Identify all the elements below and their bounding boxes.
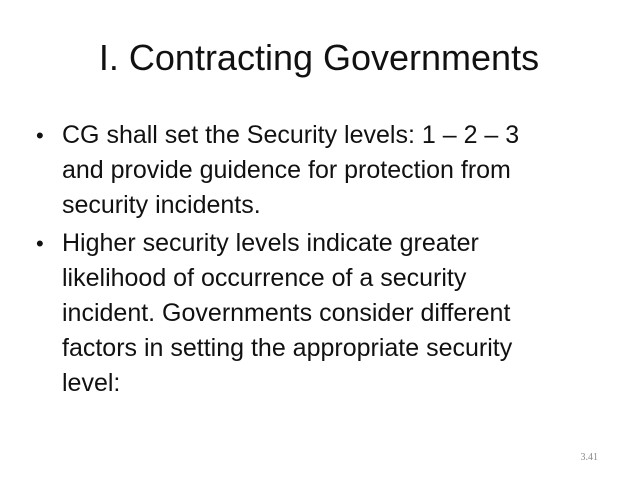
bullet-line: Higher security levels indicate greater xyxy=(62,229,479,257)
bullet-item xyxy=(36,226,596,401)
bullet-line: CG shall set the Security levels: 1 – 2 – 3 xyxy=(62,121,520,149)
bullet-line: incident. Governments consider different xyxy=(62,299,511,327)
slide-number: 3.41 xyxy=(580,452,598,463)
bullet-line: and provide guidence for protection from xyxy=(62,156,511,184)
bullet-dot-icon: • xyxy=(36,231,44,256)
bullet-line: level: xyxy=(62,369,121,397)
bullet-line: security incidents. xyxy=(62,191,261,219)
bullet-item xyxy=(36,118,596,223)
bullet-list xyxy=(36,118,596,404)
slide-title: I. Contracting Governments xyxy=(98,37,540,78)
bullet-line: likelihood of occurrence of a security xyxy=(62,264,467,292)
bullet-line: factors in setting the appropriate security xyxy=(62,334,513,362)
bullet-dot-icon: • xyxy=(36,123,44,148)
